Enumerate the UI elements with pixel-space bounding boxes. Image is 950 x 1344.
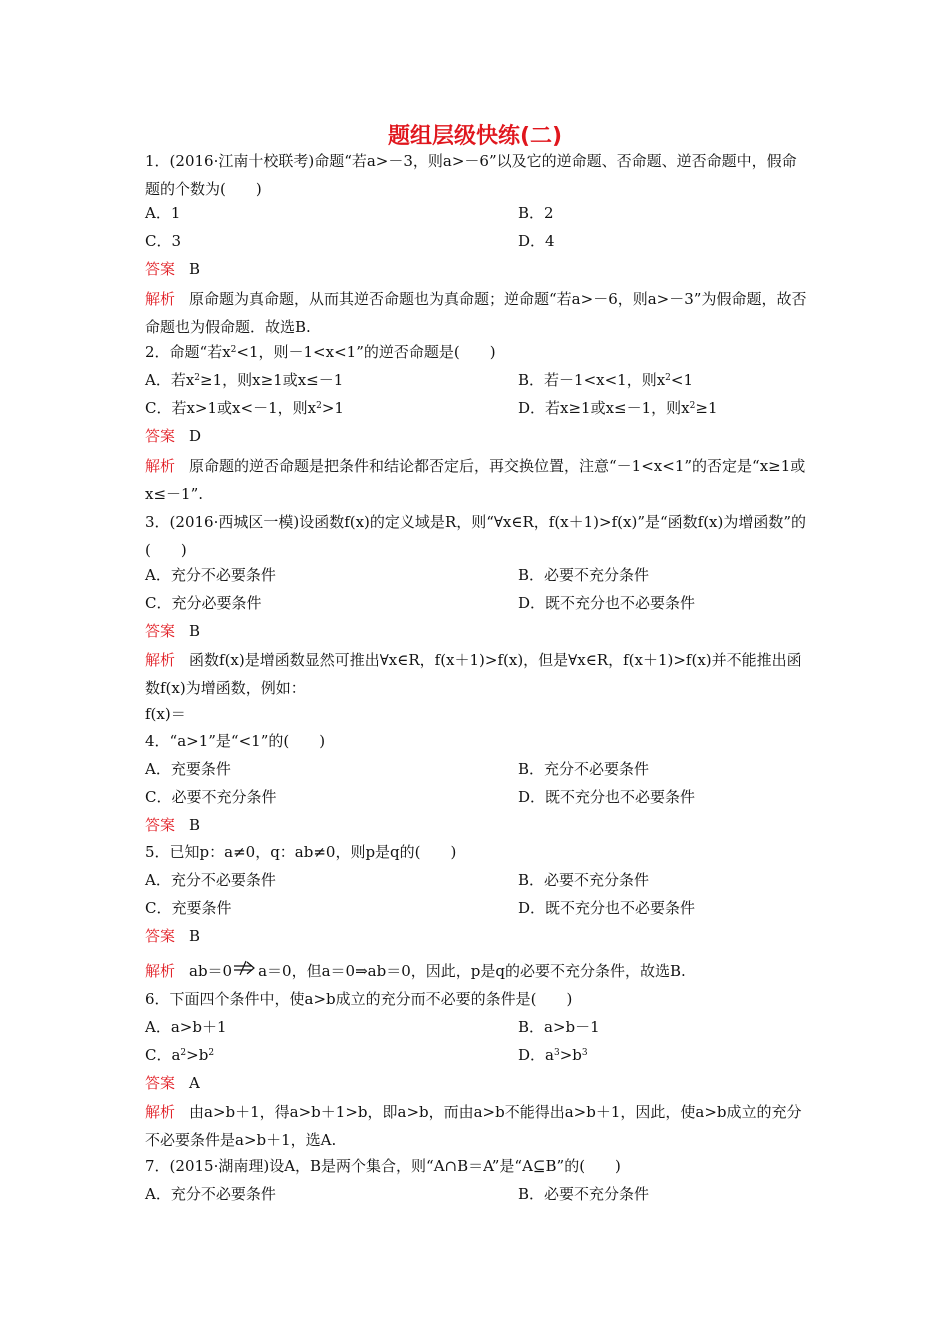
answer-value: B — [189, 927, 201, 945]
question-1-option-c: C．3 — [145, 232, 182, 250]
question-5-answer: 答案 B — [145, 927, 201, 945]
question-5-option-c: C．充要条件 — [145, 899, 232, 917]
question-2-option-d: D．若x≥1或x≤－1，则$x^2\ge 1$ — [518, 399, 718, 417]
page-title: 题组层级快练(二) — [387, 124, 563, 149]
question-6-stem: 6．下面四个条件中，使a>b成立的充分而不必要的条件是( ) — [145, 990, 573, 1008]
question-3-analysis: 解析 函数f(x)是增函数显然可推出∀x∈R，f(x＋1)>f(x)，但是∀x∈R，f(x＋1)>f(x)并不能推出函数f(x)为增函数，例如： — [145, 651, 802, 697]
question-6-answer: 答案 A — [145, 1074, 200, 1092]
question-3-option-d: D．既不充分也不必要条件 — [518, 594, 696, 612]
question-4-option-a: A．充要条件 — [145, 760, 231, 778]
question-5-option-d: D．既不充分也不必要条件 — [518, 899, 696, 917]
answer-value: B — [189, 260, 201, 278]
answer-value: B — [189, 622, 201, 640]
question-2-answer: 答案 D — [145, 427, 202, 445]
question-6-analysis: 解析 由a>b＋1，得a>b＋1>b，即a>b，而由a>b不能得出a>b＋1，因此，使a>b成立的充分不必要条件是a>b＋1，选A. — [145, 1103, 802, 1149]
question-1-stem: 1．(2016·江南十校联考)命题“若a>－3，则a>－6”以及它的逆命题、否命题、逆否命题中，假命题的个数为( ) — [145, 152, 797, 198]
question-1-answer — [145, 258, 815, 280]
question-6-option-b: B．a>b－1 — [518, 1018, 600, 1036]
answer-tag: 答案 — [145, 260, 176, 278]
question-3-stem: 3．(2016·西城区一模)设函数f(x)的定义域是R，则“∀x∈R，f(x＋1)>f(x)”是“函数f(x)为增函数”的( ) — [145, 513, 807, 559]
question-3-option-c: C．充分必要条件 — [145, 594, 262, 612]
analysis-text: 由a>b＋1，得a>b＋1>b，即a>b，而由a>b不能得出a>b＋1，因此，使a>b成立的充分不必要条件是a>b＋1，选A. — [145, 1103, 802, 1149]
question-6-option-c: C．$a^2>b^2$ — [145, 1046, 215, 1064]
question-1-analysis — [145, 285, 810, 341]
question-3-option-b: B．必要不充分条件 — [518, 566, 650, 584]
answer-value: D — [189, 427, 202, 445]
question-7-option-a: A．充分不必要条件 — [145, 1185, 276, 1203]
question-2-stem: 2．命题“若$x^2<1$，则－1<x<1”的逆否命题是( ) — [145, 343, 496, 361]
not-implies-icon — [232, 962, 258, 976]
question-5-stem: 5．已知p：a≠0，q：ab≠0，则p是q的( ) — [145, 843, 457, 861]
question-5-option-a: A．充分不必要条件 — [145, 871, 276, 889]
question-2-option-c: C．若x>1或x<－1，则$x^2>1$ — [145, 399, 344, 417]
answer-value: B — [189, 816, 201, 834]
question-2-option-b: B．若－1<x<1，则$x^2<1$ — [518, 371, 694, 389]
question-3-option-a: A．充分不必要条件 — [145, 566, 276, 584]
question-4-answer: 答案 B — [145, 816, 201, 834]
question-4-stem: 4．“a>1”是“<1”的( ) — [145, 732, 326, 750]
question-5-analysis: 解析 ab＝0 a＝0，但a＝0⇒ab＝0，因此，p是q的必要不充分条件，故选B. — [145, 962, 686, 980]
question-4-option-b: B．充分不必要条件 — [518, 760, 650, 778]
question-2-analysis: 解析 原命题的逆否命题是把条件和结论都否定后，再交换位置，注意“－1<x<1”的否定是“x≥1或x≤－1”. — [145, 457, 806, 503]
question-1-option-a: A．1 — [145, 204, 181, 222]
analysis-tag: 解析 — [145, 290, 176, 308]
question-7-option-b: B．必要不充分条件 — [518, 1185, 650, 1203]
question-5-option-b: B．必要不充分条件 — [518, 871, 650, 889]
question-4-option-d: D．既不充分也不必要条件 — [518, 788, 696, 806]
question-3-answer: 答案 B — [145, 622, 201, 640]
analysis-text: 原命题的逆否命题是把条件和结论都否定后，再交换位置，注意“－1<x<1”的否定是“x≥1或x≤－1”. — [145, 457, 806, 503]
question-7-stem: 7．(2015·湖南理)设A，B是两个集合，则“A∩B＝A”是“A⊆B”的( ) — [145, 1157, 621, 1175]
question-6-option-d: D．$a^3>b^3$ — [518, 1046, 588, 1064]
answer-value: A — [189, 1074, 200, 1092]
analysis-text: 原命题为真命题，从而其逆否命题也为真命题；逆命题“若a>－6，则a>－3”为假命题，故否命题也为假命题．故选B. — [145, 290, 807, 336]
analysis-text: 函数f(x)是增函数显然可推出∀x∈R，f(x＋1)>f(x)，但是∀x∈R，f(x＋1)>f(x)并不能推出函数f(x)为增函数，例如： — [145, 651, 802, 697]
question-4-option-c: C．必要不充分条件 — [145, 788, 277, 806]
question-2-option-a: A．若$x^2\ge 1$，则x≥1或x≤－1 — [145, 371, 344, 389]
question-1-option-b: B．2 — [518, 204, 554, 222]
question-3-example: f(x)＝ — [145, 705, 186, 723]
question-1-option-d: D．4 — [518, 232, 555, 250]
question-6-option-a: A．a>b＋1 — [145, 1018, 227, 1036]
